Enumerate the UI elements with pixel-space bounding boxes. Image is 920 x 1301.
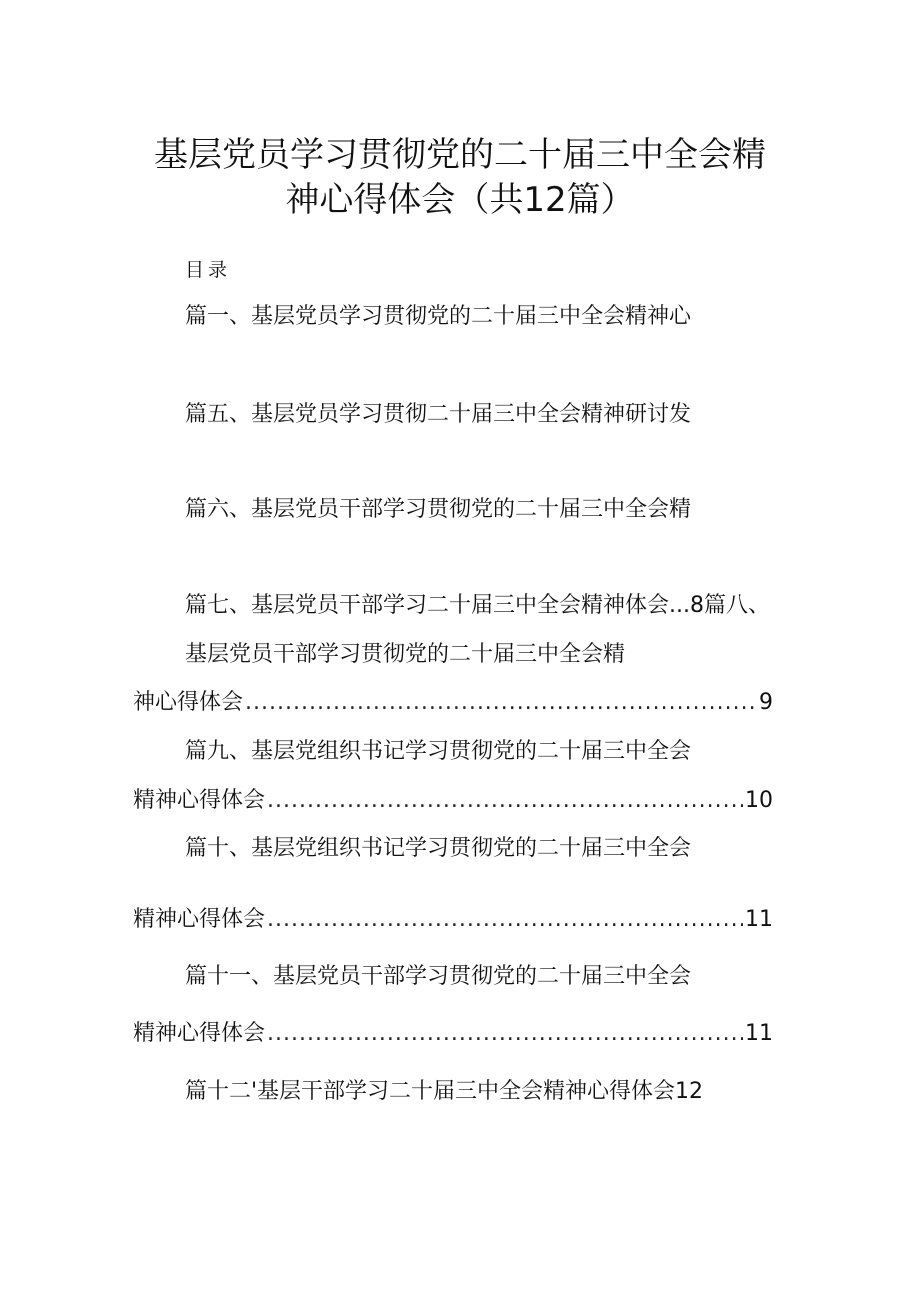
toc-entry-8-leader-row[interactable] [133,688,773,718]
toc-entry-9-tail: 精神心得体会 [133,788,266,813]
toc-entry-10[interactable]: 篇十、基层党组织书记学习贯彻党的二十届三中全会 [185,836,692,861]
toc-entry-8-tail: 神心得体会 [133,690,244,715]
toc-entry-9[interactable]: 篇九、基层党组织书记学习贯彻党的二十届三中全会 [185,739,692,764]
toc-entry-9-leader-row[interactable] [133,786,773,816]
toc-entry-12[interactable]: 篇十二'基层干部学习二十届三中全会精神心得体会12 [185,1079,704,1104]
toc-entry-9-page: 10 [745,788,773,813]
toc-entry-8-continuation[interactable]: 基层党员干部学习贯彻党的二十届三中全会精 [185,642,626,667]
dot-leader [267,786,743,816]
toc-entry-11-tail: 精神心得体会 [133,1021,266,1046]
toc-entry-1[interactable]: 篇一、基层党员学习贯彻党的二十届三中全会精神心 [185,304,692,329]
toc-entry-8-page: 9 [759,690,773,715]
toc-entry-10-leader-row[interactable] [133,905,773,935]
toc-entry-6[interactable]: 篇六、基层党员干部学习贯彻党的二十届三中全会精 [185,497,692,522]
toc-entry-5[interactable]: 篇五、基层党员学习贯彻二十届三中全会精神研讨发 [185,402,692,427]
toc-entry-10-page: 11 [745,907,773,932]
toc-entry-7-8[interactable]: 篇七、基层党员干部学习二十届三中全会精神体会...8篇八、 [185,593,770,618]
toc-entry-11-leader-row[interactable] [133,1019,773,1049]
toc-entry-11-page: 11 [745,1021,773,1046]
toc-entry-10-tail: 精神心得体会 [133,907,266,932]
document-title-line-2: 神心得体会（共12篇） [285,180,635,220]
dot-leader [267,1019,743,1049]
dot-leader [245,688,757,718]
document-title-line-1: 基层党员学习贯彻党的二十届三中全会精 [154,135,766,175]
dot-leader [267,905,743,935]
toc-heading: 目录 [185,259,232,281]
toc-entry-11[interactable]: 篇十一、基层党员干部学习贯彻党的二十届三中全会 [185,964,692,989]
